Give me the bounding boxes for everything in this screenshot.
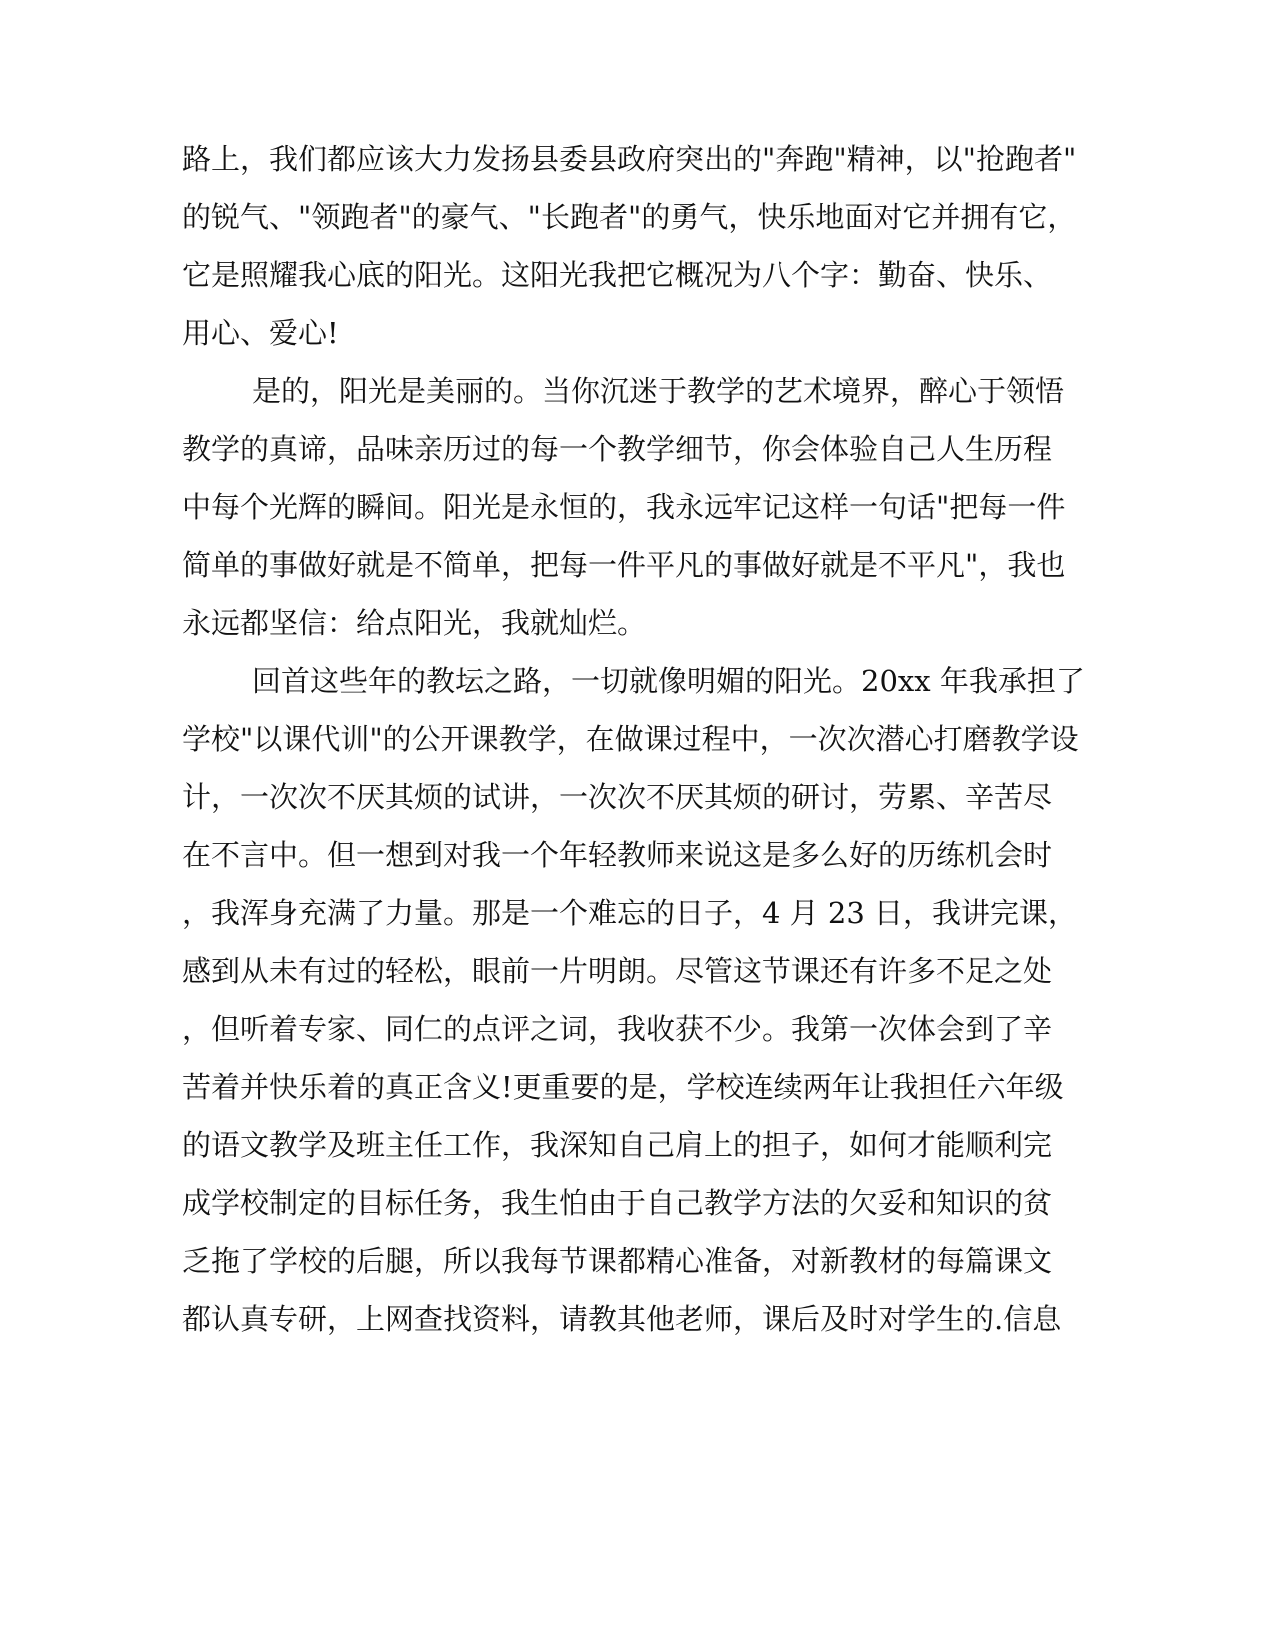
text-line: 用心、爱心!: [182, 316, 339, 350]
text-line: 教学的真谛，品味亲历过的每一个教学细节，你会体验自己人生历程: [182, 432, 1053, 466]
text-line: 计，一次次不厌其烦的试讲，一次次不厌其烦的研讨，劳累、辛苦尽: [182, 780, 1053, 814]
text-line: 路上，我们都应该大力发扬县委县政府突出的"奔跑"精神，以"抢跑者": [182, 142, 1077, 176]
text-line: 的语文教学及班主任工作，我深知自己肩上的担子，如何才能顺利完: [182, 1128, 1053, 1162]
text-line: ，我浑身充满了力量。那是一个难忘的日子，4 月 23 日，我讲完课，: [182, 896, 1078, 930]
text-line: 都认真专研，上网查找资料，请教其他老师，课后及时对学生的.信息: [182, 1302, 1062, 1336]
text-line: 乏拖了学校的后腿，所以我每节课都精心准备，对新教材的每篇课文: [182, 1244, 1053, 1278]
text-line: 成学校制定的目标任务，我生怕由于自己教学方法的欠妥和知识的贫: [182, 1186, 1053, 1220]
text-line: 简单的事做好就是不简单，把每一件平凡的事做好就是不平凡"，我也: [182, 548, 1066, 582]
text-line: 在不言中。但一想到对我一个年轻教师来说这是多么好的历练机会时: [182, 838, 1053, 872]
text-line: 学校"以课代训"的公开课教学，在做课过程中，一次次潜心打磨教学设: [182, 722, 1079, 756]
paragraph-start-line: 回首这些年的教坛之路，一切就像明媚的阳光。20xx 年我承担了: [252, 664, 1085, 698]
text-line: 感到从未有过的轻松，眼前一片明朗。尽管这节课还有许多不足之处: [182, 954, 1053, 988]
text-line: 苦着并快乐着的真正含义!更重要的是，学校连续两年让我担任六年级: [182, 1070, 1064, 1104]
text-line: 它是照耀我心底的阳光。这阳光我把它概况为八个字：勤奋、快乐、: [182, 258, 1053, 292]
text-line: ，但听着专家、同仁的点评之词，我收获不少。我第一次体会到了辛: [182, 1012, 1053, 1046]
text-line: 永远都坚信：给点阳光，我就灿烂。: [182, 606, 647, 640]
text-line: 中每个光辉的瞬间。阳光是永恒的，我永远牢记这样一句话"把每一件: [182, 490, 1066, 524]
text-line: 的锐气、"领跑者"的豪气、"长跑者"的勇气，快乐地面对它并拥有它，: [182, 200, 1077, 234]
paragraph-start-line: 是的，阳光是美丽的。当你沉迷于教学的艺术境界，醉心于领悟: [252, 374, 1065, 408]
